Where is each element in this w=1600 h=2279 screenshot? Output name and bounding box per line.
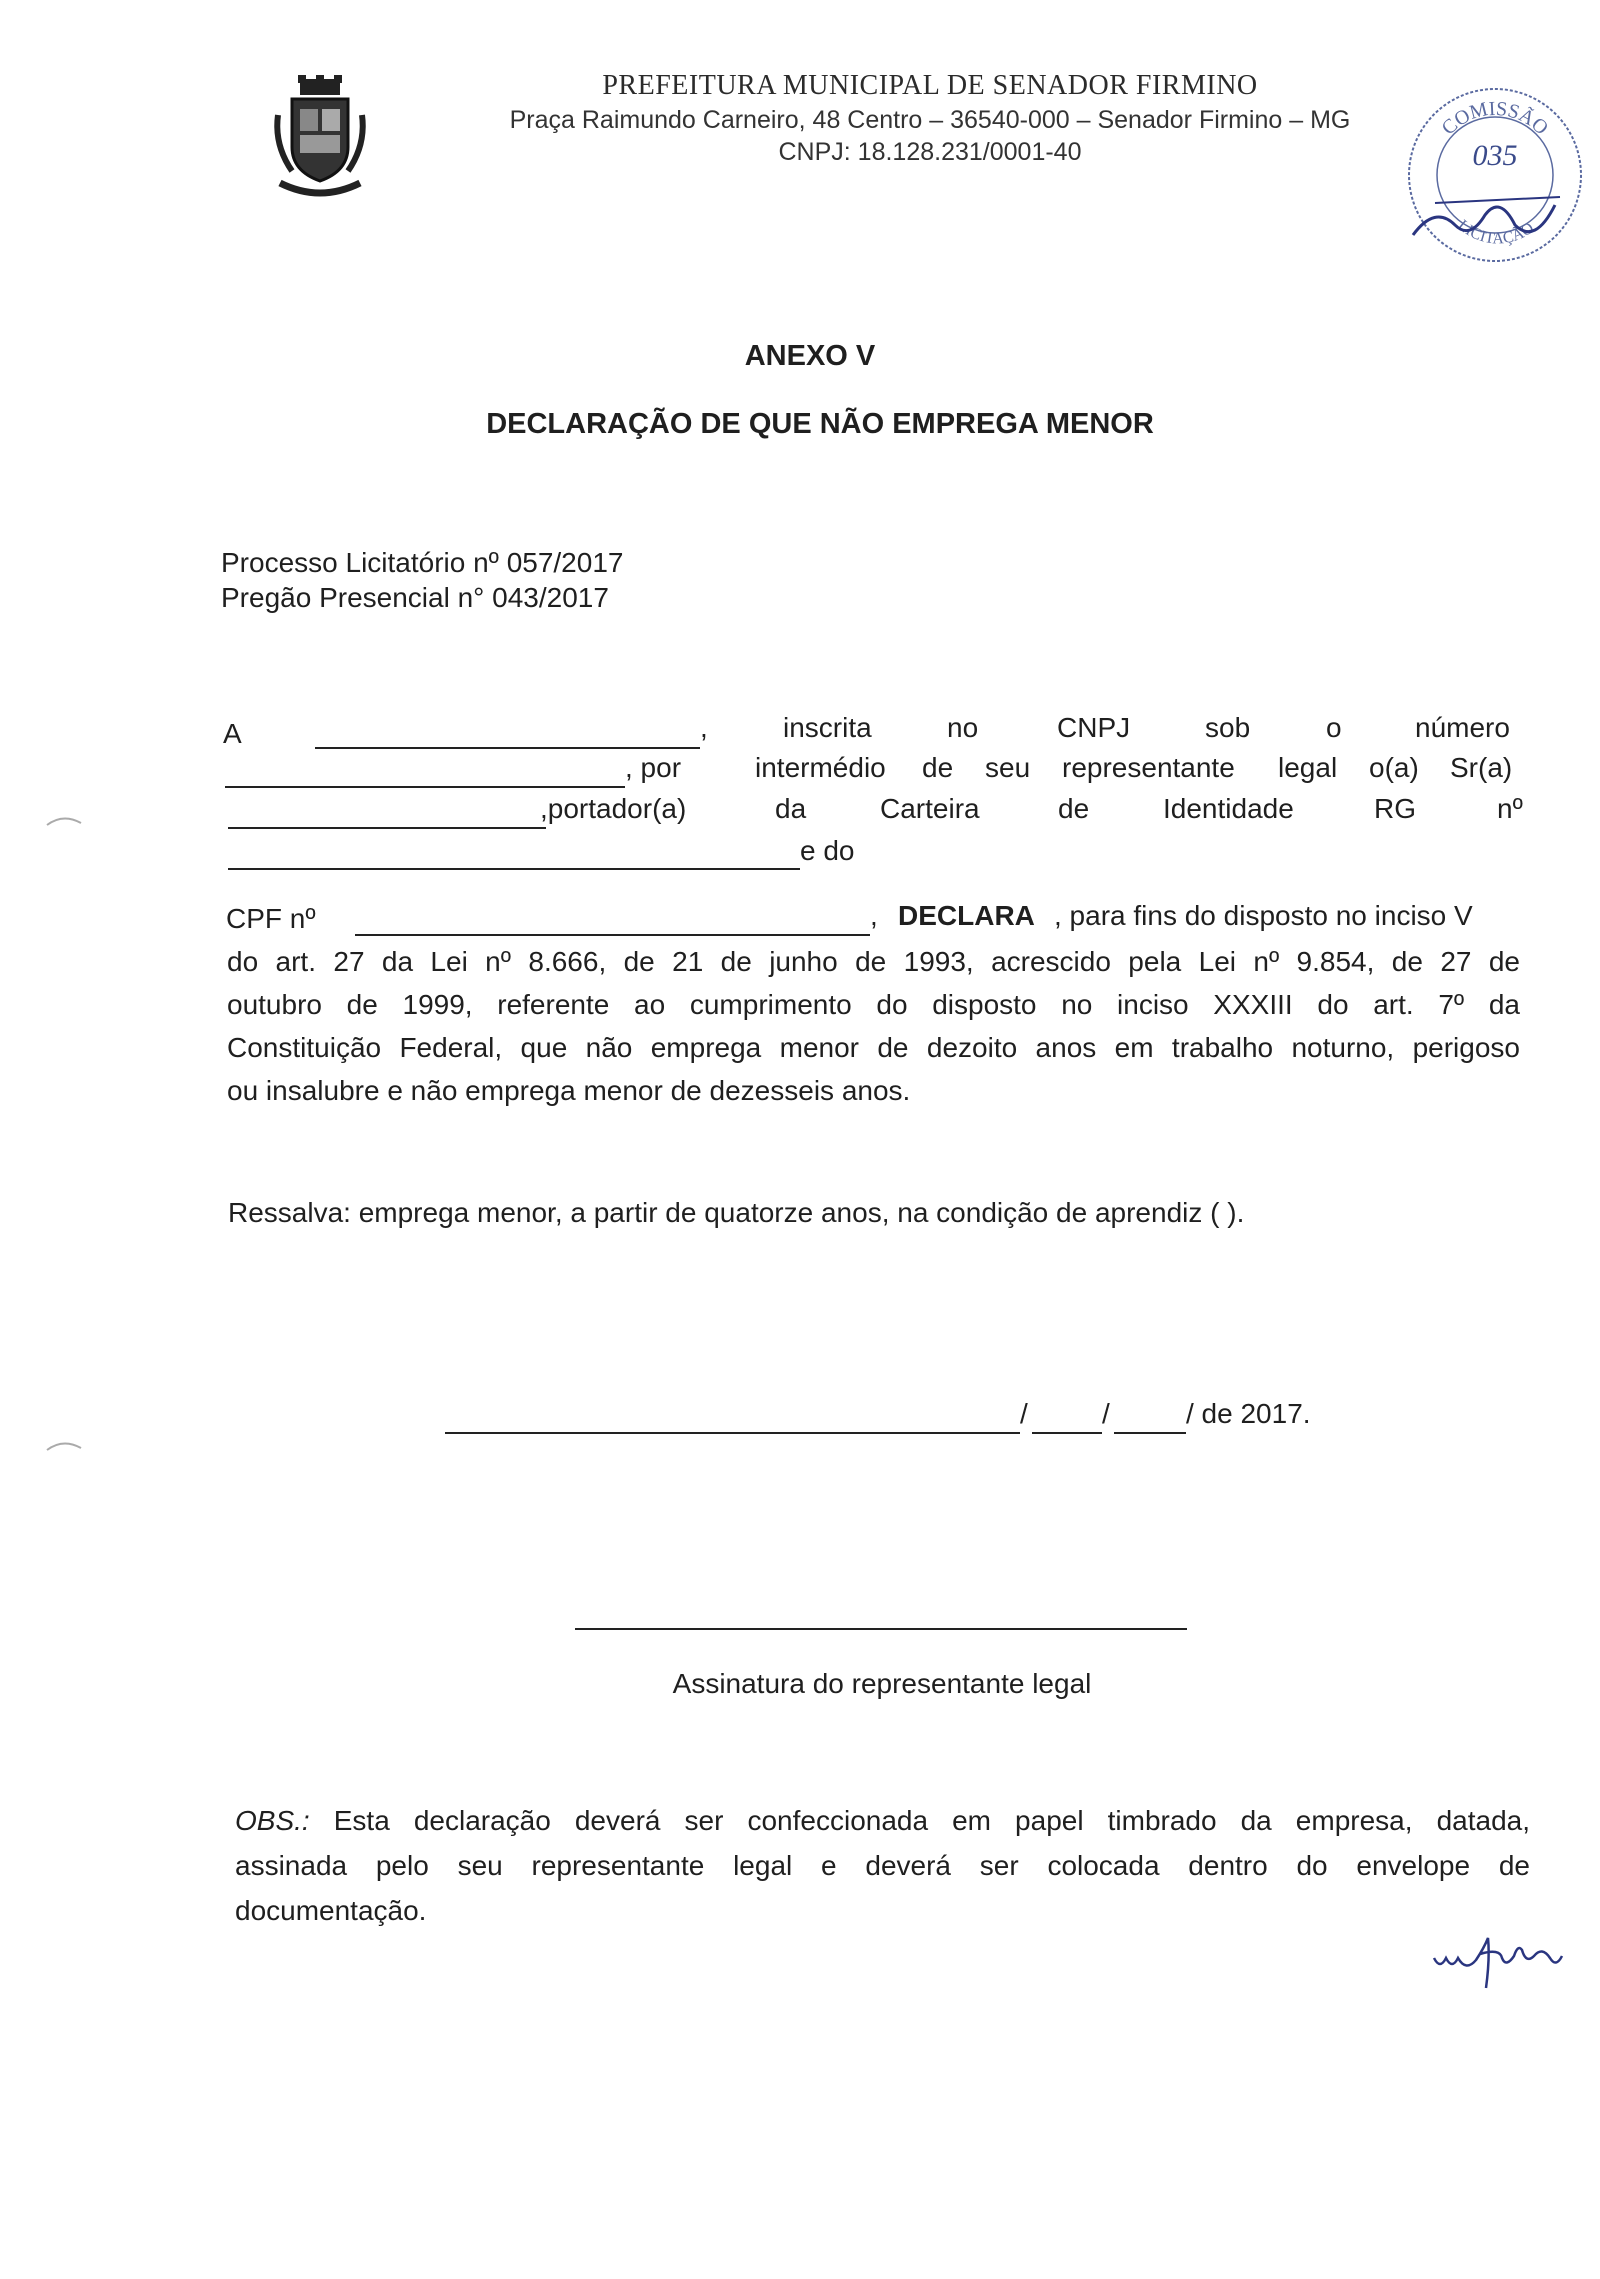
form-intermedio: intermédio bbox=[755, 752, 886, 783]
form-sra: Sr(a) bbox=[1450, 752, 1513, 783]
form-representante: representante bbox=[1062, 752, 1235, 783]
cpf-number-blank[interactable] bbox=[355, 934, 870, 936]
form-inscrita: inscrita bbox=[783, 712, 872, 743]
body-line-5: ou insalubre e não emprega menor de dezesseis anos. bbox=[227, 1075, 911, 1106]
obs-note bbox=[235, 1798, 1530, 1933]
form-numero: número bbox=[1415, 712, 1510, 743]
body-line-4: Constituição Federal, que não emprega menor de dezoito anos em trabalho noturno, perigoso bbox=[227, 1032, 1520, 1063]
signature-blank[interactable] bbox=[575, 1628, 1187, 1630]
obs-label: OBS.: bbox=[235, 1805, 310, 1836]
form-rg: RG bbox=[1374, 793, 1416, 824]
representative-name-blank[interactable] bbox=[228, 827, 546, 829]
month-blank[interactable] bbox=[1114, 1432, 1186, 1434]
stamp-bottom-text: LICITAÇÃO bbox=[1454, 216, 1538, 248]
header-title: PREFEITURA MUNICIPAL DE SENADOR FIRMINO bbox=[602, 70, 1258, 101]
annex-title: ANEXO V bbox=[744, 340, 876, 372]
form-comma: , bbox=[700, 712, 708, 743]
commission-stamp-icon bbox=[1395, 75, 1595, 275]
cpf-label: CPF nº bbox=[226, 903, 316, 934]
body-line-2: do art. 27 da Lei nº 8.666, de 21 de junho de 1993, acrescido pela Lei nº 9.854, de 27 de bbox=[227, 946, 1520, 977]
declaration-body bbox=[227, 940, 1520, 1112]
stamp-number: 035 bbox=[1472, 139, 1518, 172]
header-address: Praça Raimundo Carneiro, 48 Centro – 36540-000 – Senador Firmino – MG bbox=[509, 106, 1351, 134]
form-da: da bbox=[775, 793, 807, 824]
form-portador: ,portador(a) bbox=[540, 793, 687, 824]
form-e-do: e do bbox=[800, 835, 855, 866]
form-legal: legal bbox=[1278, 752, 1338, 783]
form-sob: sob bbox=[1205, 712, 1251, 743]
form-carteira: Carteira bbox=[880, 793, 980, 824]
svg-text:COMISSÃO bbox=[1438, 98, 1553, 140]
form-de: de bbox=[922, 752, 954, 783]
form-de-2: de bbox=[1058, 793, 1090, 824]
signature-label: Assinatura do representante legal bbox=[672, 1668, 1092, 1699]
obs-line-2: assinada pelo seu representante legal e deverá ser colocada dentro do envelope de bbox=[235, 1850, 1530, 1881]
declaration-title: DECLARAÇÃO DE QUE NÃO EMPREGA MENOR bbox=[486, 408, 1154, 440]
company-name-blank[interactable] bbox=[315, 747, 700, 749]
date-slash-2: / bbox=[1102, 1398, 1110, 1429]
form-no: no bbox=[947, 712, 979, 743]
handwritten-initials-icon bbox=[1430, 1928, 1600, 2008]
day-blank[interactable] bbox=[1032, 1432, 1102, 1434]
cnpj-number-blank[interactable] bbox=[225, 786, 625, 788]
ressalva-text: Ressalva: emprega menor, a partir de quatorze anos, na condição de aprendiz ( ). bbox=[228, 1197, 1245, 1228]
form-o: o bbox=[1326, 712, 1342, 743]
stamp-top-text: COMISSÃO bbox=[1437, 97, 1553, 140]
obs-line-1: Esta declaração deverá ser confeccionada em papel timbrado da empresa, datada, bbox=[309, 1805, 1530, 1836]
header-cnpj: CNPJ: 18.128.231/0001-40 bbox=[778, 138, 1082, 166]
margin-mark bbox=[45, 813, 85, 827]
form-oa: o(a) bbox=[1369, 752, 1419, 783]
place-blank[interactable] bbox=[445, 1432, 1020, 1434]
obs-line-3: documentação. bbox=[235, 1895, 427, 1926]
margin-mark bbox=[45, 1438, 85, 1452]
body-line1-rest: , para fins do disposto no inciso V bbox=[1054, 900, 1473, 931]
date-suffix: / de 2017. bbox=[1186, 1398, 1311, 1429]
form-a: A bbox=[223, 718, 242, 749]
cpf-comma: , bbox=[870, 900, 878, 931]
form-por: , por bbox=[625, 752, 682, 783]
municipal-coat-of-arms-icon bbox=[270, 75, 370, 200]
form-n: nº bbox=[1497, 793, 1523, 824]
pregao-number: Pregão Presencial n° 043/2017 bbox=[221, 582, 609, 613]
declara-word: DECLARA bbox=[898, 900, 1035, 931]
body-line-3: outubro de 1999, referente ao cumprimento do disposto no inciso XXXIII do art. 7º da bbox=[227, 989, 1520, 1020]
form-identidade: Identidade bbox=[1163, 793, 1294, 824]
rg-number-blank[interactable] bbox=[228, 868, 800, 870]
process-number: Processo Licitatório nº 057/2017 bbox=[221, 547, 624, 578]
form-cnpj: CNPJ bbox=[1057, 712, 1131, 743]
form-seu: seu bbox=[985, 752, 1031, 783]
date-slash-1: / bbox=[1020, 1398, 1028, 1429]
